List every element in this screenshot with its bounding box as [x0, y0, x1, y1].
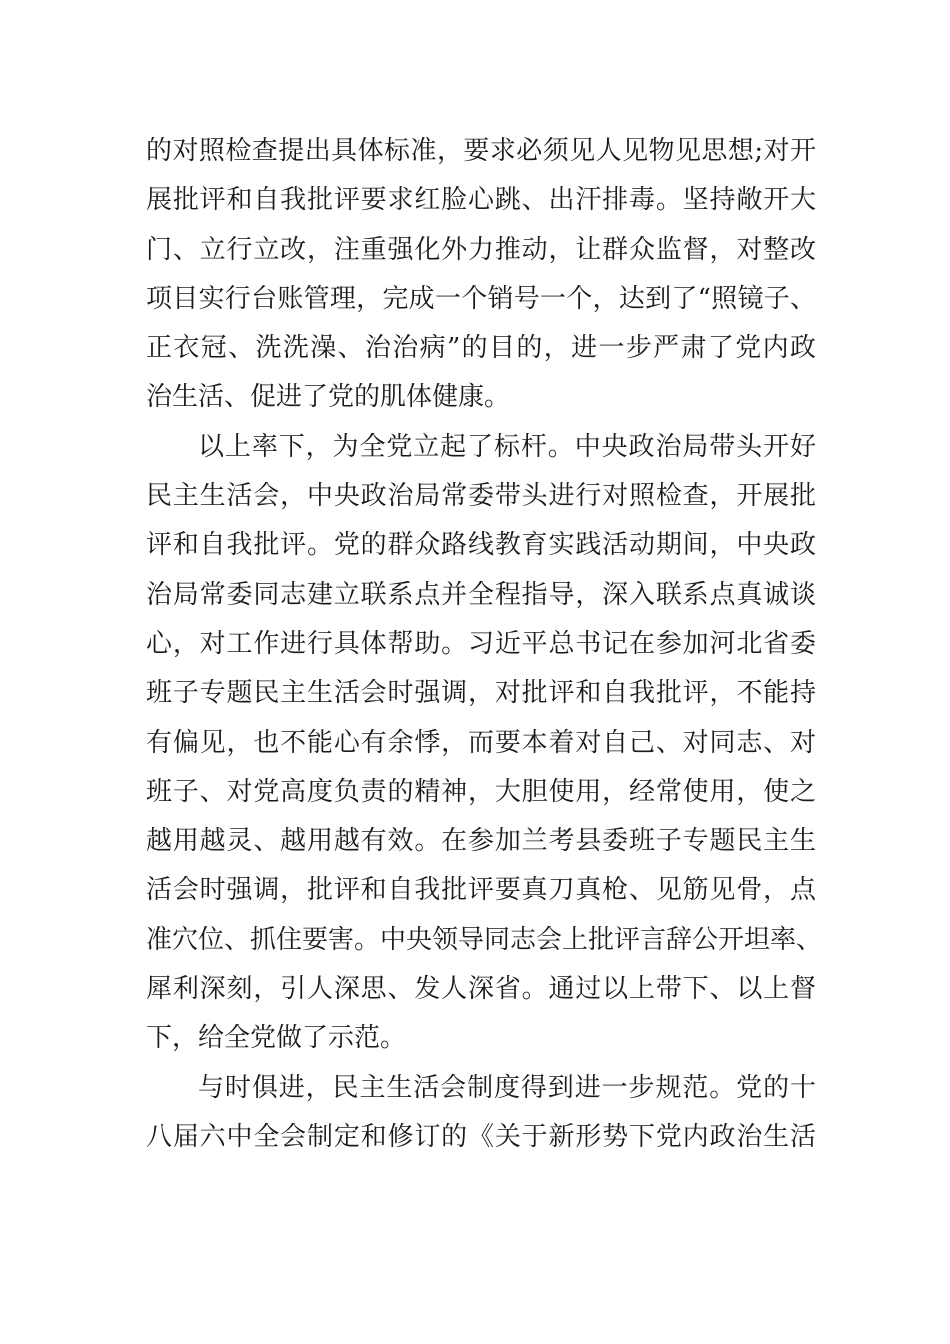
text-line: 活会时强调，批评和自我批评要真刀真枪、见筋见骨，点: [146, 875, 816, 906]
paragraph-first-line: 以上率下，为全党立起了标杆。中央政治局带头开好: [198, 431, 816, 462]
text-line: 评和自我批评。党的群众路线教育实践活动期间，中央政: [146, 530, 816, 561]
text-line: 展批评和自我批评要求红脸心跳、出汗排毒。坚持敞开大: [146, 185, 816, 216]
text-line: 准穴位、抓住要害。中央领导同志会上批评言辞公开坦率、: [146, 924, 823, 955]
text-line: 有偏见，也不能心有余悸，而要本着对自己、对同志、对: [146, 727, 816, 758]
text-line: 治局常委同志建立联系点并全程指导，深入联系点真诚谈: [146, 579, 816, 610]
text-line: 班子、对党高度负责的精神，大胆使用，经常使用，使之: [146, 776, 816, 807]
body-text: [146, 127, 823, 1162]
text-line: 治生活、促进了党的肌体健康。: [146, 382, 511, 413]
text-line: 项目实行台账管理，完成一个销号一个，达到了“照镜子、: [146, 283, 816, 314]
text-line: 心，对工作进行具体帮助。习近平总书记在参加河北省委: [146, 628, 816, 659]
text-line: 越用越灵、越用越有效。在参加兰考县委班子专题民主生: [146, 826, 816, 857]
paragraph-first-line: 与时俱进，民主生活会制度得到进一步规范。党的十: [198, 1072, 816, 1103]
text-line: 八届六中全会制定和修订的《关于新形势下党内政治生活: [146, 1121, 816, 1152]
text-line: 正衣冠、洗洗澡、治治病”的目的，进一步严肃了党内政: [146, 333, 816, 364]
text-line: 犀利深刻，引人深思、发人深省。通过以上带下、以上督: [146, 974, 816, 1005]
text-line: 的对照检查提出具体标准，要求必须见人见物见思想;对开: [146, 136, 816, 166]
text-line: 班子专题民主生活会时强调，对批评和自我批评，不能持: [146, 678, 816, 709]
text-line: 民主生活会，中央政治局常委带头进行对照检查，开展批: [146, 481, 816, 512]
text-line: 下，给全党做了示范。: [146, 1023, 407, 1054]
text-line: 门、立行立改，注重强化外力推动，让群众监督，对整改: [146, 234, 816, 265]
